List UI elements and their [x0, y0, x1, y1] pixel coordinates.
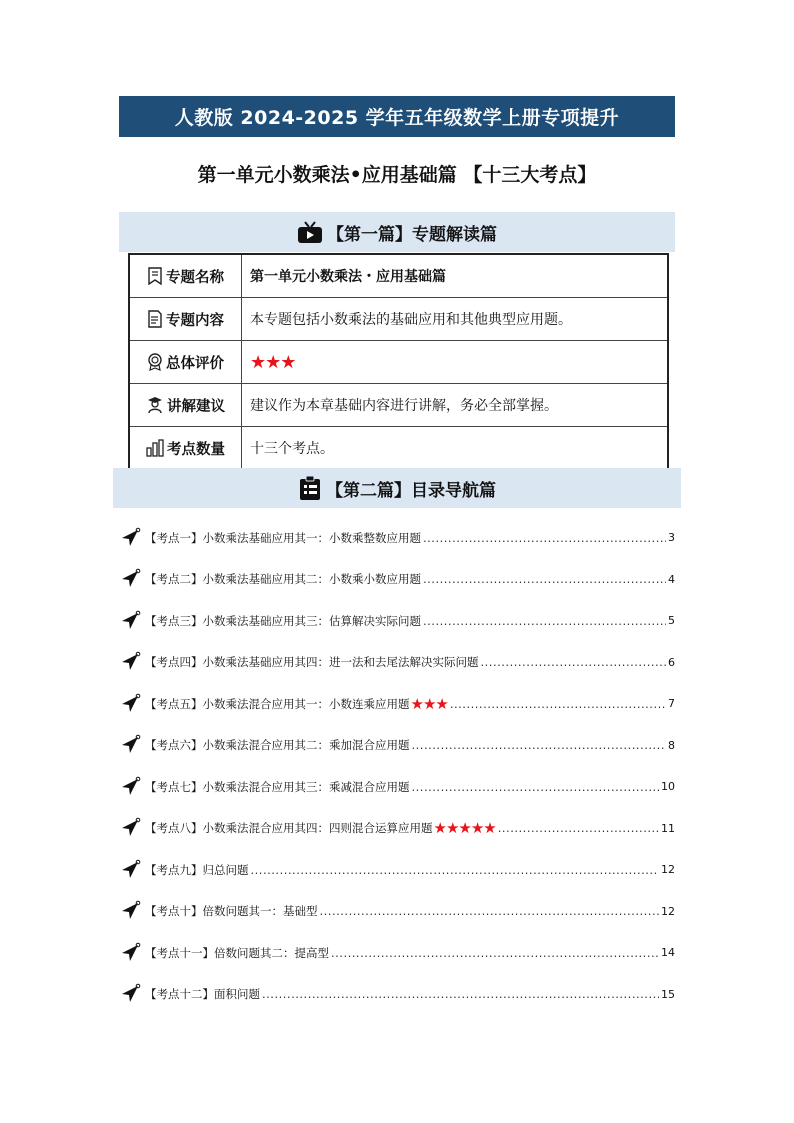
toc-item[interactable]: [119, 808, 675, 850]
bookmark-icon: [147, 267, 163, 285]
info-row-name: [130, 255, 667, 298]
toc-item[interactable]: [119, 559, 675, 601]
info-label-text: 专题名称: [166, 269, 224, 286]
navigation-arrow-icon: [119, 983, 145, 1005]
info-value: 十三个考点。: [250, 441, 334, 457]
toc-item-title: 【考点五】小数乘法混合应用其一：小数连乘应用题: [145, 696, 410, 711]
toc-item-title: 【考点十一】倍数问题其二：提高型: [145, 945, 329, 960]
info-table: [128, 253, 669, 471]
info-label: [130, 384, 242, 426]
navigation-arrow-icon: [119, 651, 145, 673]
toc-leader-dots: [498, 821, 659, 835]
toc-item[interactable]: [119, 974, 675, 1016]
toc-item[interactable]: [119, 849, 675, 891]
toc-leader-dots: [481, 655, 667, 669]
info-label: [130, 427, 242, 469]
toc-item[interactable]: [119, 642, 675, 684]
section-header-interpretation: [119, 212, 675, 252]
toc-item[interactable]: [119, 600, 675, 642]
toc-item-title: 【考点六】小数乘法混合应用其二：乘加混合应用题: [145, 738, 410, 753]
info-label: [130, 298, 242, 340]
tv-icon: [297, 220, 323, 244]
toc-leader-dots: [331, 946, 659, 960]
navigation-arrow-icon: [119, 693, 145, 715]
toc-item[interactable]: [119, 891, 675, 933]
award-icon: [147, 353, 163, 371]
info-label-text: 讲解建议: [167, 398, 225, 415]
section-header-toc: [113, 468, 681, 508]
info-value: 本专题包括小数乘法的基础应用和其他典型应用题。: [250, 312, 572, 328]
toc-item[interactable]: [119, 683, 675, 725]
toc-item-title: 【考点九】归总问题: [145, 862, 249, 877]
navigation-arrow-icon: [119, 776, 145, 798]
navigation-arrow-icon: [119, 610, 145, 632]
bar-chart-icon: [146, 439, 164, 457]
info-value: [242, 341, 667, 383]
navigation-arrow-icon: [119, 568, 145, 590]
teacher-icon: [146, 396, 164, 414]
toc-page-number: 6: [668, 655, 675, 669]
toc-page-number: 12: [661, 863, 675, 877]
toc-item-title: 【考点八】小数乘法混合应用其四：四则混合运算应用题: [145, 821, 433, 836]
navigation-arrow-icon: [119, 900, 145, 922]
toc-page-number: 3: [668, 531, 675, 545]
toc-item-title: 【考点四】小数乘法基础应用其四：进一法和去尾法解决实际问题: [145, 655, 479, 670]
toc-page-number: 5: [668, 614, 675, 628]
navigation-arrow-icon: [119, 527, 145, 549]
toc-item[interactable]: [119, 517, 675, 559]
navigation-arrow-icon: [119, 859, 145, 881]
toc-item-title: 【考点三】小数乘法基础应用其三：估算解决实际问题: [145, 613, 421, 628]
section-title: 【第二篇】目录导航篇: [326, 480, 496, 501]
toc-leader-dots: [262, 987, 659, 1001]
info-value: 建议作为本章基础内容进行讲解，务必全部掌握。: [250, 398, 558, 414]
toc-page-number: 14: [661, 946, 675, 960]
table-of-contents: [119, 517, 675, 1015]
info-row-advice: [130, 384, 667, 427]
toc-item-stars: ★★★: [410, 694, 448, 713]
info-row-rating: [130, 341, 667, 384]
toc-leader-dots: [412, 738, 667, 752]
toc-leader-dots: [320, 904, 660, 918]
toc-item[interactable]: [119, 932, 675, 974]
info-label-text: 专题内容: [166, 312, 224, 329]
page-subtitle: 第一单元小数乘法•应用基础篇 【十三大考点】: [197, 164, 597, 186]
toc-item-title: 【考点十】倍数问题其一：基础型: [145, 904, 318, 919]
section-title: 【第一篇】专题解读篇: [327, 224, 497, 245]
navigation-arrow-icon: [119, 734, 145, 756]
toc-page-number: 8: [668, 738, 675, 752]
info-row-content: [130, 298, 667, 341]
banner-title: 人教版 2024-2025 学年五年级数学上册专项提升: [119, 96, 675, 137]
toc-leader-dots: [412, 780, 660, 794]
clipboard-list-icon: [298, 475, 322, 501]
info-value: 第一单元小数乘法・应用基础篇: [250, 269, 446, 285]
toc-item-title: 【考点七】小数乘法混合应用其三：乘减混合应用题: [145, 779, 410, 794]
info-label-text: 总体评价: [166, 355, 224, 372]
toc-page-number: 11: [661, 821, 675, 835]
toc-item[interactable]: [119, 725, 675, 767]
toc-leader-dots: [423, 531, 666, 545]
navigation-arrow-icon: [119, 942, 145, 964]
info-label: [130, 341, 242, 383]
toc-leader-dots: [251, 863, 660, 877]
toc-page-number: 10: [661, 780, 675, 794]
info-label-text: 考点数量: [167, 441, 225, 458]
document-icon: [147, 310, 163, 328]
toc-item[interactable]: [119, 766, 675, 808]
toc-page-number: 4: [668, 572, 675, 586]
info-row-count: [130, 427, 667, 469]
toc-item-title: 【考点十二】面积问题: [145, 987, 260, 1002]
toc-leader-dots: [450, 697, 666, 711]
toc-item-title: 【考点一】小数乘法基础应用其一：小数乘整数应用题: [145, 530, 421, 545]
toc-leader-dots: [423, 614, 666, 628]
toc-page-number: 15: [661, 987, 675, 1001]
toc-item-stars: ★★★★★: [433, 819, 496, 838]
navigation-arrow-icon: [119, 817, 145, 839]
info-label: [130, 255, 242, 297]
toc-item-title: 【考点二】小数乘法基础应用其二：小数乘小数应用题: [145, 572, 421, 587]
toc-page-number: 7: [668, 697, 675, 711]
toc-page-number: 12: [661, 904, 675, 918]
toc-leader-dots: [423, 572, 666, 586]
rating-stars: ★★★: [250, 351, 296, 373]
